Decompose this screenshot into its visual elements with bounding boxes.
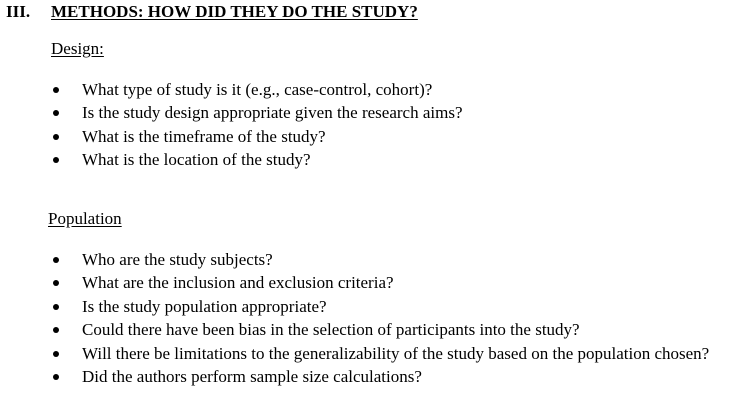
design-question-list [0,78,725,172]
list-item [0,295,725,318]
bullet-icon [53,257,59,263]
list-item-text: Is the study population appropriate? [82,296,327,316]
list-item-text: Who are the study subjects? [82,250,273,269]
list-item-text: Is the study design appropriate given the research aims? [82,103,463,123]
section-numeral: III. [6,2,31,21]
bullet-icon [53,374,59,380]
design-heading: Design: [51,39,104,58]
list-item-text: What type of study is it (e.g., case-control, cohort)? [82,80,433,99]
list-item-text: Could there have been bias in the selection of participants into the study? [82,320,580,340]
bullet-icon [53,157,59,163]
bullet-icon [53,327,59,333]
list-item-text: What is the location of the study? [82,150,311,170]
list-item-text: What are the inclusion and exclusion criteria? [82,273,394,293]
population-question-list [0,248,725,388]
list-item [0,125,725,148]
list-item [0,248,725,271]
list-item [0,148,725,171]
population-heading: Population [48,209,122,228]
list-item [0,271,725,294]
list-item-text: Did the authors perform sample size calculations? [82,367,422,387]
list-item [0,318,725,341]
section-heading [6,2,418,22]
bullet-icon [53,280,59,286]
section-title: METHODS: HOW DID THEY DO THE STUDY? [51,2,418,21]
bullet-icon [53,351,59,357]
list-item [0,342,725,365]
list-item [0,365,725,388]
bullet-icon [53,304,59,310]
list-item [0,101,725,124]
bullet-icon [53,110,59,116]
bullet-icon [53,87,59,93]
list-item-text: What is the timeframe of the study? [82,126,326,146]
list-item-text: Will there be limitations to the generalizability of the study based on the population chosen? [82,343,710,363]
bullet-icon [53,134,59,140]
list-item [0,78,725,101]
